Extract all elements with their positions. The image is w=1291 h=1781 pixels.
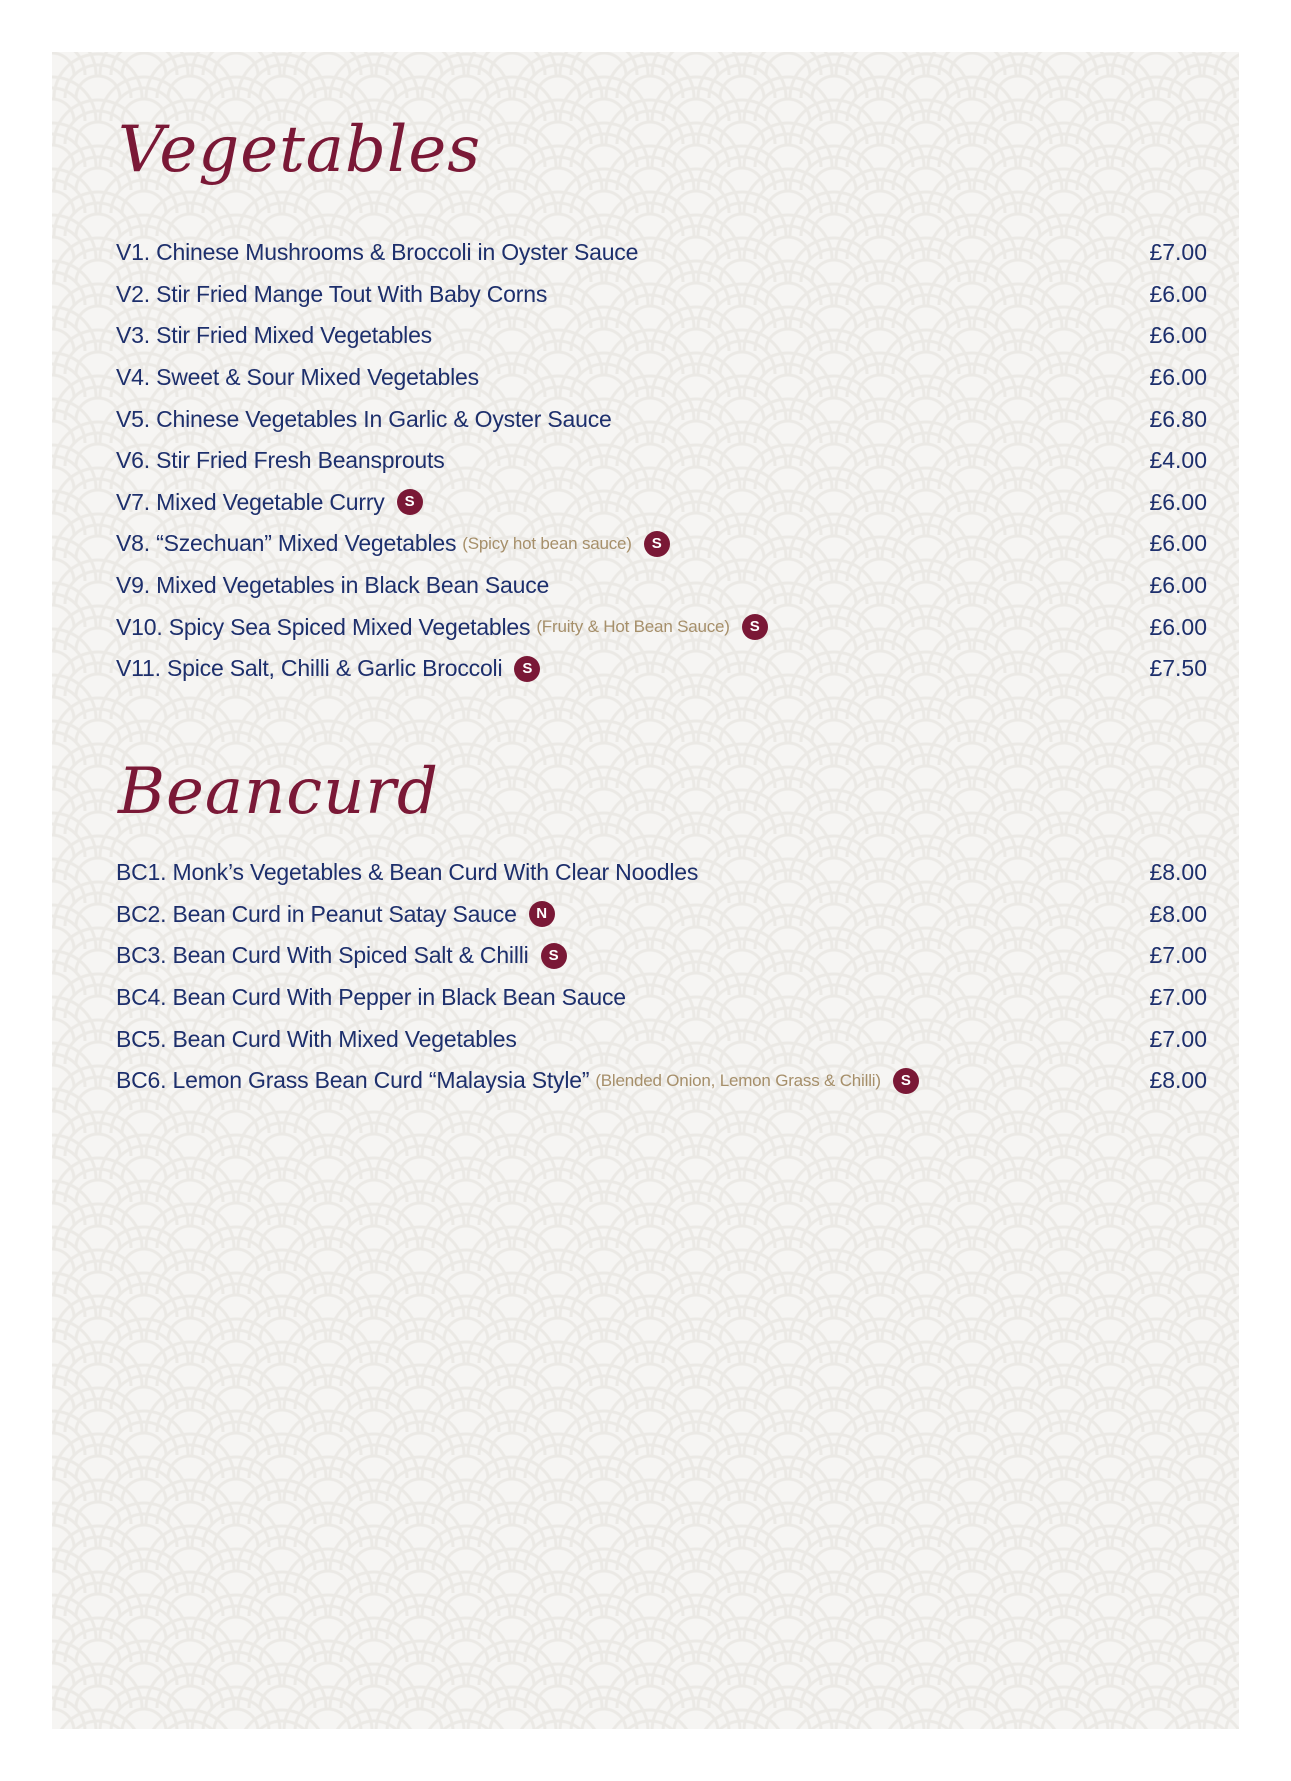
menu-item-price: £7.00 — [1149, 984, 1207, 1011]
menu-item-row — [116, 894, 1207, 936]
menu-item-name: V11. Spice Salt, Chilli & Garlic Broccoli — [116, 655, 503, 682]
menu-item-row — [116, 523, 1207, 565]
spicy-badge-icon: S — [893, 1068, 919, 1094]
menu-item-name: V10. Spicy Sea Spiced Mixed Vegetables — [116, 613, 531, 640]
menu-item-price: £6.00 — [1149, 613, 1207, 640]
spicy-badge-icon: S — [397, 489, 423, 515]
section-heading-beancurd: Beancurd — [118, 755, 439, 829]
menu-item-price: £4.00 — [1149, 447, 1207, 474]
menu-item-description — [116, 406, 612, 433]
menu-item-note: (Spicy hot bean sauce) — [462, 533, 632, 553]
menu-item-description — [116, 530, 670, 557]
menu-item-description — [116, 489, 423, 516]
menu-item-description — [116, 614, 768, 641]
menu-item-description — [116, 655, 540, 682]
menu-item-note: (Blended Onion, Lemon Grass & Chilli) — [595, 1070, 881, 1090]
spicy-badge-icon: S — [644, 531, 670, 557]
menu-item-description — [116, 239, 638, 266]
menu-item-row — [116, 440, 1207, 482]
menu-item-name: V2. Stir Fried Mange Tout With Baby Corns — [116, 280, 548, 307]
menu-item-row — [116, 935, 1207, 977]
menu-item-row — [116, 852, 1207, 894]
menu-item-description — [116, 1067, 919, 1094]
menu-item-description — [116, 281, 547, 308]
menu-item-price: £8.00 — [1149, 859, 1207, 886]
menu-item-name: V8. “Szechuan” Mixed Vegetables — [116, 530, 457, 557]
menu-item-row — [116, 565, 1207, 607]
menu-item-description — [116, 901, 555, 928]
menu-item-price: £7.00 — [1149, 239, 1207, 266]
menu-item-description — [116, 984, 626, 1011]
menu-item-description — [116, 859, 698, 886]
menu-item-price: £8.00 — [1149, 1067, 1207, 1094]
menu-page — [52, 52, 1239, 1729]
menu-item-name: V1. Chinese Mushrooms & Broccoli in Oyster Sauce — [116, 239, 639, 266]
menu-item-name: V9. Mixed Vegetables in Black Bean Sauce — [116, 572, 550, 599]
menu-item-description — [116, 322, 432, 349]
menu-item-name: BC1. Monk’s Vegetables & Bean Curd With Clear Noodles — [116, 859, 699, 886]
menu-item-price: £7.00 — [1149, 1025, 1207, 1052]
menu-item-description — [116, 364, 479, 391]
menu-item-name: V3. Stir Fried Mixed Vegetables — [116, 322, 432, 349]
menu-item-name: BC4. Bean Curd With Pepper in Black Bean Sauce — [116, 984, 626, 1011]
menu-item-name: BC6. Lemon Grass Bean Curd “Malaysia Style” — [116, 1067, 590, 1094]
menu-item-name: V7. Mixed Vegetable Curry — [116, 488, 385, 515]
menu-item-row — [116, 1060, 1207, 1102]
menu-item-row — [116, 315, 1207, 357]
spicy-badge-icon: S — [514, 656, 540, 682]
menu-item-name: BC2. Bean Curd in Peanut Satay Sauce — [116, 900, 517, 927]
spicy-badge-icon: S — [541, 943, 567, 969]
spicy-badge-icon: S — [742, 614, 768, 640]
beancurd-menu-list — [116, 852, 1207, 1102]
menu-item-row — [116, 357, 1207, 399]
vegetables-menu-list — [116, 232, 1207, 690]
menu-item-price: £7.00 — [1149, 942, 1207, 969]
menu-item-price: £6.00 — [1149, 530, 1207, 557]
menu-item-row — [116, 482, 1207, 524]
menu-item-row — [116, 1018, 1207, 1060]
menu-item-price: £6.00 — [1149, 280, 1207, 307]
menu-item-price: £6.00 — [1149, 572, 1207, 599]
menu-item-description — [116, 447, 445, 474]
nuts-badge-icon: N — [529, 901, 555, 927]
menu-item-note: (Fruity & Hot Bean Sauce) — [536, 617, 730, 637]
menu-item-price: £6.80 — [1149, 405, 1207, 432]
menu-item-price: £8.00 — [1149, 900, 1207, 927]
menu-item-name: V5. Chinese Vegetables In Garlic & Oyster Sauce — [116, 405, 612, 432]
menu-item-name: BC5. Bean Curd With Mixed Vegetables — [116, 1025, 517, 1052]
menu-item-row — [116, 606, 1207, 648]
menu-item-row — [116, 398, 1207, 440]
menu-item-price: £6.00 — [1149, 488, 1207, 515]
menu-item-row — [116, 274, 1207, 316]
menu-item-description — [116, 942, 567, 969]
menu-item-description — [116, 1026, 517, 1053]
menu-item-price: £6.00 — [1149, 364, 1207, 391]
menu-item-row — [116, 977, 1207, 1019]
menu-item-row — [116, 648, 1207, 690]
menu-item-name: V6. Stir Fried Fresh Beansprouts — [116, 447, 445, 474]
menu-item-name: BC3. Bean Curd With Spiced Salt & Chilli — [116, 942, 529, 969]
menu-item-row — [116, 232, 1207, 274]
menu-item-price: £6.00 — [1149, 322, 1207, 349]
menu-item-name: V4. Sweet & Sour Mixed Vegetables — [116, 364, 479, 391]
menu-item-price: £7.50 — [1149, 655, 1207, 682]
menu-item-description — [116, 572, 549, 599]
section-heading-vegetables: Vegetables — [118, 113, 482, 187]
